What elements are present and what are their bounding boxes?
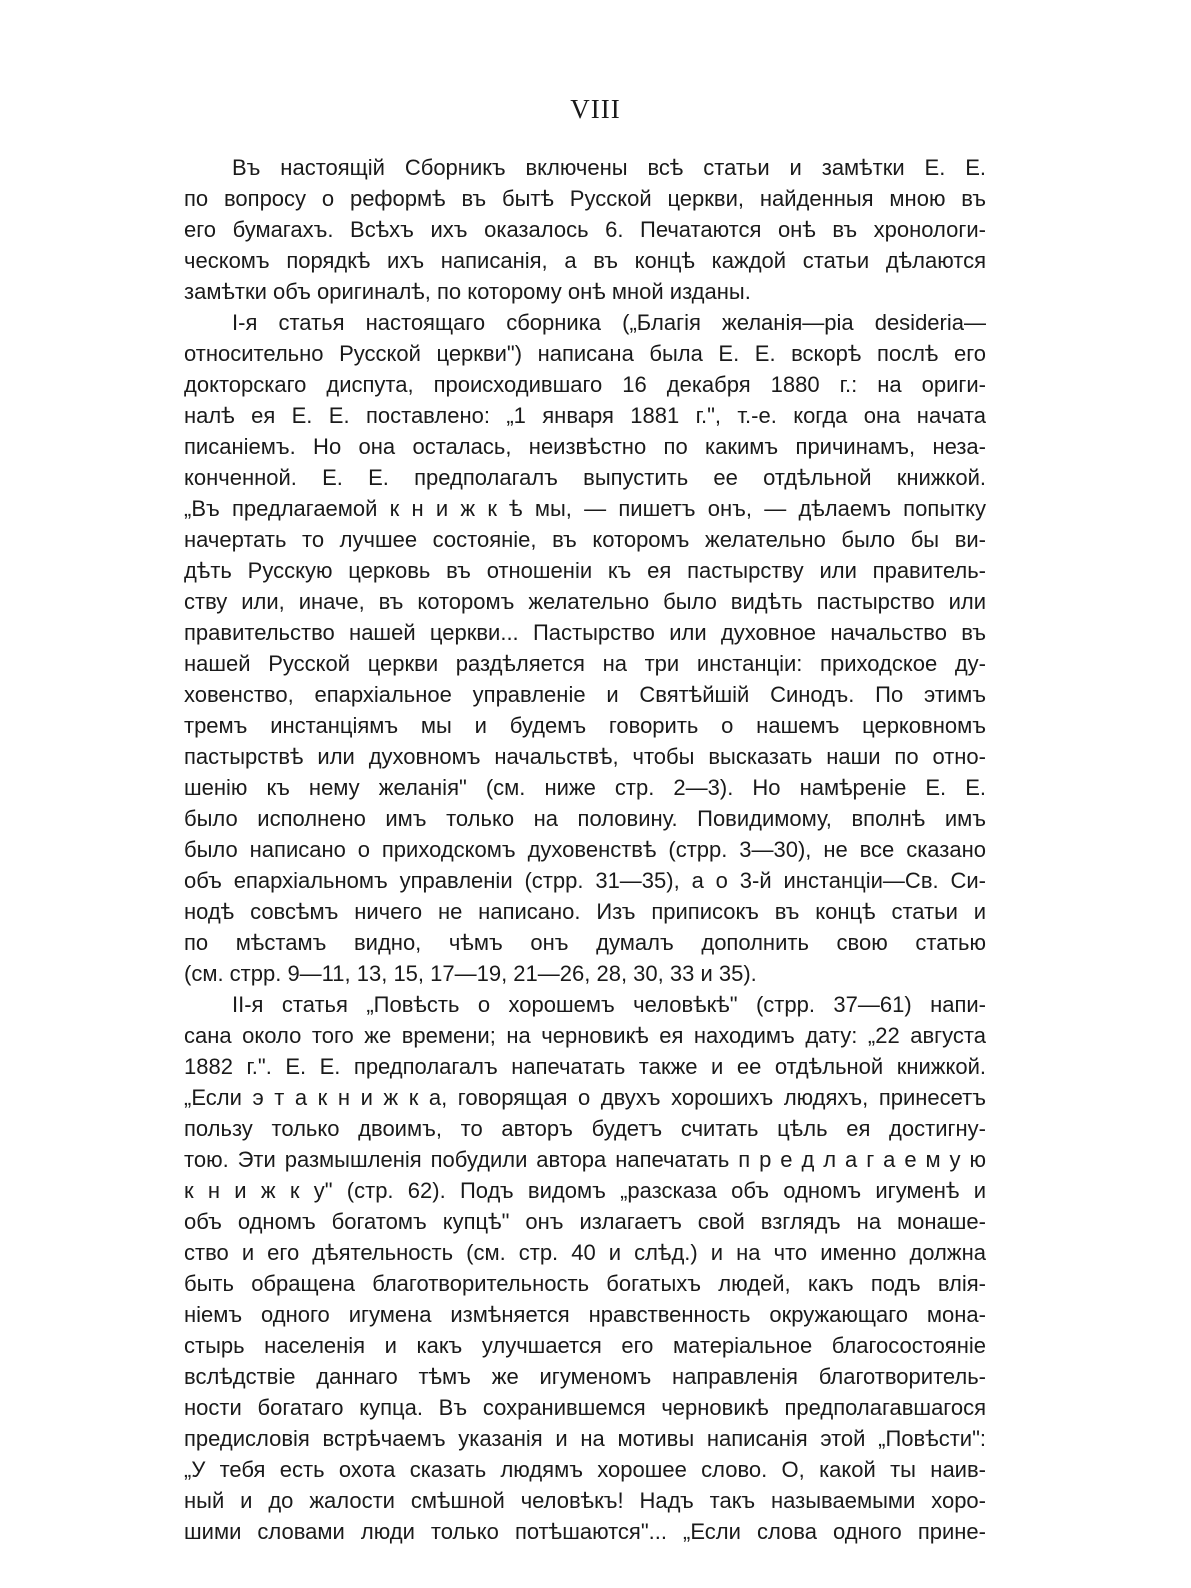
text-line: Въ настоящій Сборникъ включены всѣ статьи и замѣтки Е. Е. (232, 155, 986, 180)
text-line: „Въ предлагаемой к н и ж к ѣ мы, — пишетъ онъ, — дѣлаемъ попытку (184, 496, 986, 521)
text-line: налѣ ея Е. Е. поставлено: „1 января 1881 г.", т.-е. когда она начата (184, 403, 986, 428)
text-line: дѣть Русскую церковь въ отношеніи къ ея пастырству или правитель- (184, 558, 986, 583)
paragraph (184, 152, 986, 307)
text-line: „У тебя есть охота сказать людямъ хорошее слово. О, какой ты наив- (184, 1457, 986, 1482)
text-line: (см. стрр. 9—11, 13, 15, 17—19, 21—26, 28, 30, 33 и 35). (184, 961, 757, 986)
text-line: объ одномъ богатомъ купцѣ" онъ излагаетъ свой взглядъ на монаше- (184, 1209, 986, 1234)
text-line: „Если э т а к н и ж к а, говорящая о двухъ хорошихъ людяхъ, принесетъ (184, 1085, 986, 1110)
text-line: II-я статья „Повѣсть о хорошемъ человѣкѣ" (стрр. 37—61) напи- (232, 992, 986, 1017)
text-line: быть обращена благотворительность богатыхъ людей, какъ подъ влія- (184, 1271, 986, 1296)
text-line: относительно Русской церкви") написана была Е. Е. вскорѣ послѣ его (184, 341, 986, 366)
text-line: ству или, иначе, въ которомъ желательно было видѣть пастырство или (184, 589, 986, 614)
text-line: нодѣ совсѣмъ ничего не написано. Изъ приписокъ въ концѣ статьи и (184, 899, 986, 924)
text-line: ческомъ порядкѣ ихъ написанія, а въ концѣ каждой статьи дѣлаются (184, 248, 986, 273)
text-line: правительство нашей церкви... Пастырство или духовное начальство въ (184, 620, 986, 645)
text-line: шими словами люди только потѣшаются"... „Если слова одного прине- (184, 1519, 986, 1544)
text-line: конченной. Е. Е. предполагалъ выпустить ее отдѣльной книжкой. (184, 465, 986, 490)
text-line: начертать то лучшее состояніе, въ которомъ желательно было бы ви- (184, 527, 986, 552)
text-line: писаніемъ. Но она осталась, неизвѣстно по какимъ причинамъ, неза- (184, 434, 986, 459)
text-line: сана около того же времени; на черновикѣ ея находимъ дату: „22 августа (184, 1023, 986, 1048)
text-line: пастырствѣ или духовномъ начальствѣ, чтобы высказать наши по отно- (184, 744, 986, 769)
text-line: ніемъ одного игумена измѣняется нравственность окружающаго мона- (184, 1302, 986, 1327)
text-line: шенію къ нему желанія" (см. ниже стр. 2—3). Но намѣреніе Е. Е. (184, 775, 986, 800)
text-line: замѣтки объ оригиналѣ, по которому онѣ мной изданы. (184, 279, 751, 304)
text-line: вслѣдствіе даннаго тѣмъ же игуменомъ направленія благотворитель- (184, 1364, 986, 1389)
text-line: объ епархіальномъ управленіи (стрр. 31—35), а о 3-й инстанціи—Св. Си- (184, 868, 986, 893)
text-line: докторскаго диспута, происходившаго 16 декабря 1880 г.: на ориги- (184, 372, 986, 397)
text-line: по мѣстамъ видно, чѣмъ онъ думалъ дополнить свою статью (184, 930, 986, 955)
text-line: его бумагахъ. Всѣхъ ихъ оказалось 6. Печатаются онѣ въ хронологи- (184, 217, 986, 242)
text-line: тою. Эти размышленія побудили автора напечатать п р е д л а г а е м у ю (184, 1147, 986, 1172)
text-line: ство и его дѣятельность (см. стр. 40 и слѣд.) и на что именно должна (184, 1240, 986, 1265)
text-line: ный и до жалости смѣшной человѣкъ! Надъ такъ называемыми хоро- (184, 1488, 986, 1513)
text-body (184, 152, 986, 1547)
text-line: предисловія встрѣчаемъ указанія и на мотивы написанія этой „Повѣсти": (184, 1426, 986, 1451)
text-line: стырь населенія и какъ улучшается его матеріальное благосостояніе (184, 1333, 986, 1358)
text-line: нашей Русской церкви раздѣляется на три инстанціи: приходское ду- (184, 651, 986, 676)
text-line: по вопросу о реформѣ въ бытѣ Русской церкви, найденныя мною въ (184, 186, 986, 211)
text-line: 1882 г.". Е. Е. предполагалъ напечатать также и ее отдѣльной книжкой. (184, 1054, 986, 1079)
text-line: пользу только двоимъ, то авторъ будетъ считать цѣль ея достигну- (184, 1116, 986, 1141)
text-line: было исполнено имъ только на половину. Повидимому, вполнѣ имъ (184, 806, 986, 831)
paragraph (184, 307, 986, 989)
text-line: было написано о приходскомъ духовенствѣ (стрр. 3—30), не все сказано (184, 837, 986, 862)
page-number: VIII (570, 94, 621, 124)
text-line: к н и ж к у" (стр. 62). Подъ видомъ „разсказа объ одномъ игуменѣ и (184, 1178, 986, 1203)
text-line: тремъ инстанціямъ мы и будемъ говорить о нашемъ церковномъ (184, 713, 986, 738)
text-line: ховенство, епархіальное управленіе и Святѣйшій Синодъ. По этимъ (184, 682, 986, 707)
text-line: ности богатаго купца. Въ сохранившемся черновикѣ предполагавшагося (184, 1395, 986, 1420)
text-line: I-я статья настоящаго сборника („Благія желанія—pia desideria— (232, 310, 986, 335)
paragraph (184, 989, 986, 1547)
